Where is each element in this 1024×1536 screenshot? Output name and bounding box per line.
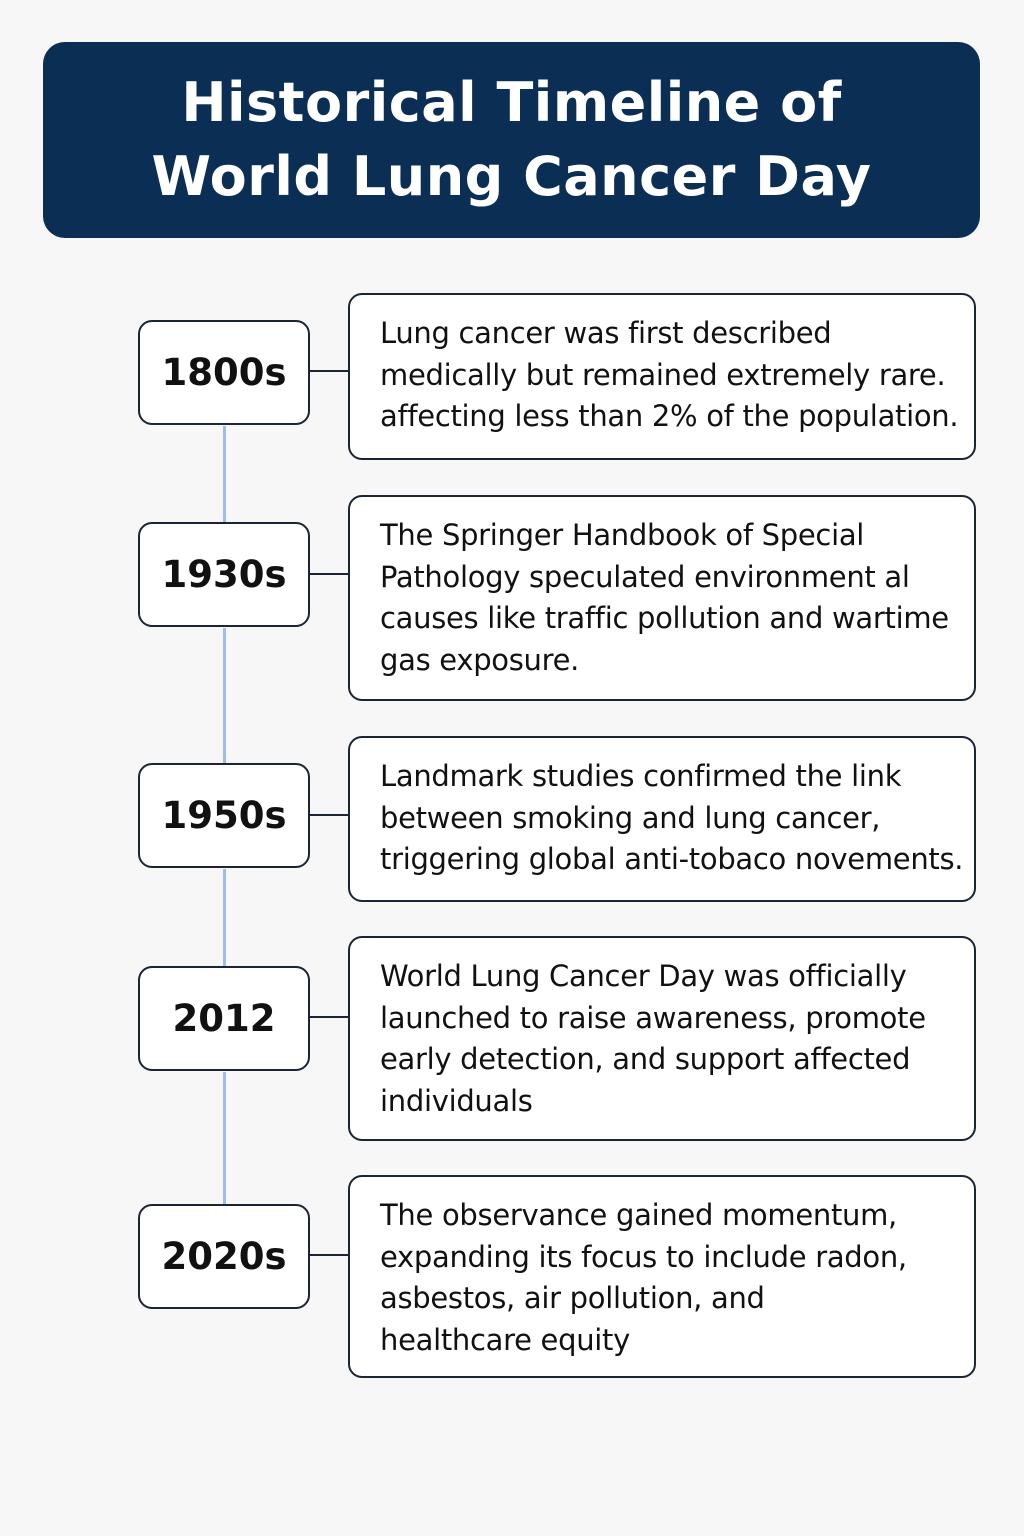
timeline-spine: [223, 869, 226, 966]
year-label: 1950s: [161, 794, 287, 837]
year-label: 2020s: [161, 1235, 287, 1278]
event-description: The Springer Handbook of Special Pathology speculated environment al causes like traffic pollution and wartime gas exposure.: [380, 518, 949, 677]
connector-line: [310, 573, 348, 575]
year-label: 1930s: [161, 553, 287, 596]
year-label: 1800s: [161, 351, 287, 394]
title-banner: [43, 42, 980, 238]
year-badge-1950s: [138, 763, 310, 868]
title-line-1: Historical Timeline of: [181, 71, 842, 134]
timeline-spine: [223, 628, 226, 763]
connector-line: [310, 814, 348, 816]
connector-line: [310, 1016, 348, 1018]
year-badge-2020s: [138, 1204, 310, 1309]
event-description: Lung cancer was first described medically but remained extremely rare. affecting less than 2% of the population.: [380, 316, 959, 433]
year-badge-2012: [138, 966, 310, 1071]
event-description: The observance gained momentum, expanding its focus to include radon, asbestos, air pollution, and healthcare equity: [380, 1198, 907, 1357]
event-description: World Lung Cancer Day was officially launched to raise awareness, promote early detection, and support affected individuals: [380, 959, 926, 1118]
event-card-2012: [348, 936, 976, 1141]
year-badge-1800s: [138, 320, 310, 425]
event-description: Landmark studies confirmed the link between smoking and lung cancer, triggering global anti-tobaco novements.: [380, 759, 964, 876]
event-card-1930s: [348, 495, 976, 701]
year-badge-1930s: [138, 522, 310, 627]
timeline-spine: [223, 426, 226, 522]
event-card-2020s: [348, 1175, 976, 1378]
connector-line: [310, 1254, 348, 1256]
event-card-1800s: [348, 293, 976, 460]
year-label: 2012: [172, 997, 276, 1040]
timeline-spine: [223, 1072, 226, 1204]
connector-line: [310, 370, 348, 372]
event-card-1950s: [348, 736, 976, 902]
title-line-2: World Lung Cancer Day: [151, 145, 872, 208]
